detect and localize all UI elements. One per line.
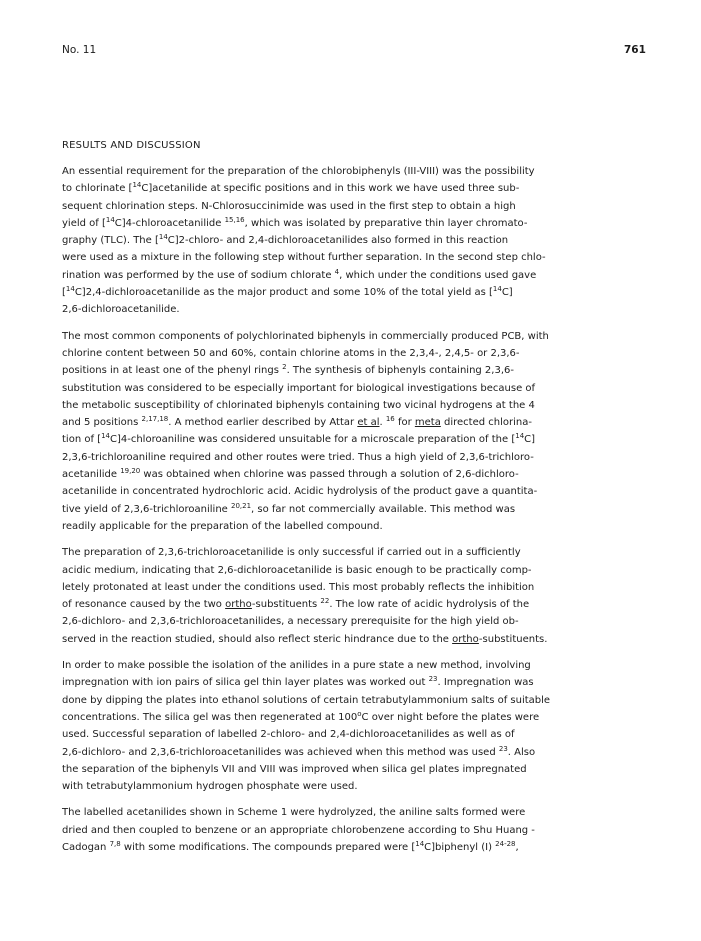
text-run: were used as a mixture in the following step without further separation. In the second step chlo- [62,252,546,264]
superscript: 23 [428,675,438,684]
text-line [62,518,662,535]
superscript: 14 [132,181,142,190]
text-line [62,744,662,761]
superscript: 7,8 [109,839,121,848]
text-line [62,822,662,839]
paragraph [62,804,662,856]
text-run: 2,6-dichloro- and 2,3,6-trichloroacetanilides was achieved when this method was used [62,746,499,758]
text-line [62,562,662,579]
text-run: yield of [ [62,217,106,229]
text-run: C]biphenyl (I) [424,841,496,853]
text-run: . Impregnation was [437,677,534,689]
text-line [62,249,662,266]
superscript: 14 [515,432,525,441]
text-line [62,657,662,674]
text-line [62,692,662,709]
superscript: 14 [105,215,115,224]
superscript: 16 [385,415,395,424]
text-line [62,163,662,180]
paragraph [62,544,662,648]
text-run: sequent chlorination steps. N-Chlorosuccinimide was used in the first step to obtain a high [62,200,516,212]
text-run: , [515,841,519,853]
text-line [62,232,662,249]
text-run: 2,3,6-trichloroaniline required and other routes were tried. Thus a high yield of 2,3,6-trichloro- [62,451,534,463]
text-run: -substituents. [478,633,548,645]
text-line [62,483,662,500]
text-line [62,778,662,795]
text-line [62,328,662,345]
text-line [62,761,662,778]
superscript: 2 [282,363,287,372]
text-run: , which under the conditions used gave [339,269,537,281]
text-run: tive yield of 2,3,6-trichloroaniline [62,503,231,515]
text-line [62,301,662,318]
text-line [62,215,662,232]
section-heading: RESULTS AND DISCUSSION [62,140,201,151]
text-line [62,267,662,284]
superscript: 2,17,18 [141,415,169,424]
text-run: C over night before the plates were [361,711,540,723]
text-line [62,397,662,414]
text-run: . The low rate of acidic hydrolysis of the [329,599,530,611]
text-line [62,709,662,726]
text-run: Cadogan [62,841,110,853]
text-run: tion of [ [62,434,102,446]
text-run: The most common components of polychlorinated biphenyls in commercially produced PCB, with [62,330,549,342]
text-run: . A method earlier described by Attar [168,417,358,429]
text-run: letely protonated at least under the conditions used. This most probably reflects the inhibition [62,581,535,593]
text-run: [ [62,287,66,299]
text-run: rination was performed by the use of sodium chlorate [62,269,335,281]
text-run: the separation of the biphenyls VII and VIII was improved when silica gel plates impregnated [62,763,527,775]
text-run: directed chlorina- [440,417,532,429]
text-run: done by dipping the plates into ethanol solutions of certain tetrabutylammonium salts of suitable [62,694,551,706]
underlined-term: meta [414,417,441,429]
text-run: , so far not commercially available. This method was [251,503,516,515]
text-run: C] [501,287,513,299]
text-run: for [394,417,415,429]
text-run: C]acetanilide at specific positions and in this work we have used three sub- [141,183,520,195]
text-run: -substituents [251,599,321,611]
superscript: 14 [65,285,75,294]
superscript: 19,20 [120,467,141,476]
paragraph [62,328,662,536]
text-run: . Also [507,746,536,758]
text-run: . [379,417,386,429]
text-line [62,180,662,197]
underlined-term: ortho [225,599,252,611]
text-line [62,466,662,483]
text-run: acetanilide [62,469,121,481]
text-run: to chlorinate [ [62,183,133,195]
superscript: 14 [492,285,502,294]
text-run: C]4-chloroacetanilide [114,217,225,229]
text-run: , which was isolated by preparative thin layer chromato- [244,217,528,229]
text-line [62,613,662,630]
text-run: and 5 positions [62,417,142,429]
text-line [62,345,662,362]
text-line [62,431,662,448]
superscript: 4 [334,267,340,276]
text-line [62,284,662,301]
text-run: 2,6-dichloro- and 2,3,6-trichloroacetanilides, a necessary prerequisite for the high yield ob- [62,616,519,628]
text-run: 2,6-dichloroacetanilide. [62,304,180,316]
page-number: 761 [624,44,646,56]
superscript: 22 [320,597,330,606]
text-line [62,380,662,397]
journal-issue: No. 11 [62,44,97,56]
text-run: the metabolic susceptibility of chlorinated biphenyls containing two vicinal hydrogens at the 4 [62,399,535,411]
text-run: with tetrabutylammonium hydrogen phosphate were used. [62,781,358,793]
paragraph [62,163,662,319]
text-line [62,804,662,821]
text-run: positions in at least one of the phenyl rings [62,365,283,377]
superscript: 14 [158,233,168,242]
text-run: graphy (TLC). The [ [62,235,159,247]
text-line [62,198,662,215]
text-line [62,726,662,743]
text-run: C]4-chloroaniline was considered unsuitable for a microscale preparation of the [ [109,434,516,446]
text-line [62,501,662,518]
underlined-term: ortho [452,633,479,645]
text-line [62,362,662,379]
text-run: . The synthesis of biphenyls containing 2,3,6- [286,365,514,377]
text-run: was obtained when chlorine was passed through a solution of 2,6-dichloro- [140,469,519,481]
text-run: In order to make possible the isolation of the anilides in a pure state a new method, involving [62,660,531,672]
text-run: substitution was considered to be especially important for biological investigations because of [62,382,536,394]
text-run: of resonance caused by the two [62,599,226,611]
text-line [62,579,662,596]
text-run: acetanilide in concentrated hydrochloric acid. Acidic hydrolysis of the product gave a quantita- [62,486,538,498]
superscript: 23 [498,744,508,753]
superscript: 14 [415,839,425,848]
underlined-term: et al [357,417,380,429]
superscript: 20,21 [231,501,252,510]
paragraph [62,657,662,795]
superscript: o [357,709,362,718]
text-run: used. Successful separation of labelled 2-chloro- and 2,4-dichloroacetanilides as well as of [62,729,515,741]
text-line [62,449,662,466]
text-line [62,544,662,561]
text-run: with some modifications. The compounds prepared were [ [120,841,416,853]
text-line [62,839,662,856]
text-run: acidic medium, indicating that 2,6-dichloroacetanilide is basic enough to be practically comp- [62,564,532,576]
text-run: C]2-chloro- and 2,4-dichloroacetanilides also formed in this reaction [167,235,509,247]
text-run: An essential requirement for the preparation of the chlorobiphenyls (III-VIII) was the possibility [62,166,535,177]
text-run: The preparation of 2,3,6-trichloroacetanilide is only successful if carried out in a sufficiently [62,547,521,559]
text-line [62,674,662,691]
text-run: served in the reaction studied, should also reflect steric hindrance due to the [62,633,453,645]
superscript: 24-28 [495,839,516,848]
text-run: dried and then coupled to benzene or an appropriate chlorobenzene according to Shu Huang - [62,824,535,836]
text-run: chlorine content between 50 and 60%, contain chlorine atoms in the 2,3,4-, 2,4,5- or 2,3,6- [62,347,520,359]
superscript: 15,16 [224,215,245,224]
text-run: The labelled acetanilides shown in Scheme 1 were hydrolyzed, the aniline salts formed were [62,807,526,819]
text-line [62,631,662,648]
text-run: impregnation with ion pairs of silica gel thin layer plates was worked out [62,677,429,689]
text-run: C] [524,434,536,446]
superscript: 14 [101,432,110,441]
text-run: C]2,4-dichloroacetanilide as the major product and some 10% of the total yield as [ [74,287,493,299]
text-line [62,596,662,613]
text-run: readily applicable for the preparation of the labelled compound. [62,520,383,532]
article-body [62,163,662,865]
text-run: concentrations. The silica gel was then regenerated at 100 [62,711,358,723]
text-line [62,414,662,431]
